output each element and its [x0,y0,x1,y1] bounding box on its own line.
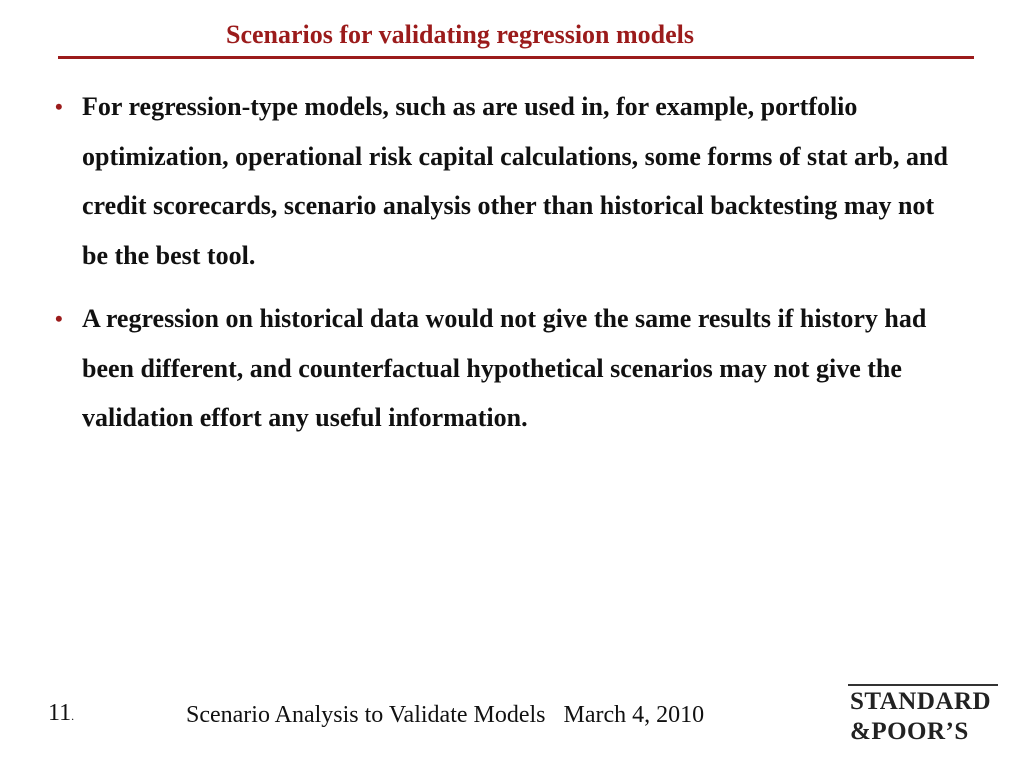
slide-number [48,700,74,727]
logo-rule [848,684,998,686]
bullet-item [52,294,952,443]
slide-number-value: 11 [48,700,72,726]
bullet-icon: • [55,94,63,119]
slide-title: Scenarios for validating regression models [226,20,694,49]
sp-logo [848,684,1008,750]
bullet-list [52,82,952,457]
bullet-text: A regression on historical data would not give the same results if history had been different, and counterfactual hypothetical scenarios may not give the validation effort any useful information. [82,304,927,432]
logo-line-poors: &POOR’S [850,718,969,745]
bullet-icon: • [55,306,63,331]
bullet-item [52,82,952,280]
footer-caption: Scenario Analysis to Validate Models March 4, 2010 [186,702,705,728]
slide-number-dot: . [71,709,75,723]
logo-line-standard: STANDARD [850,688,992,715]
title-underline [58,56,974,59]
bullet-text: For regression-type models, such as are used in, for example, portfolio optimization, operational risk capital calculations, some forms of stat arb, and credit scorecards, scenario analysis other than historical backtesting may not be the best tool. [82,92,948,270]
